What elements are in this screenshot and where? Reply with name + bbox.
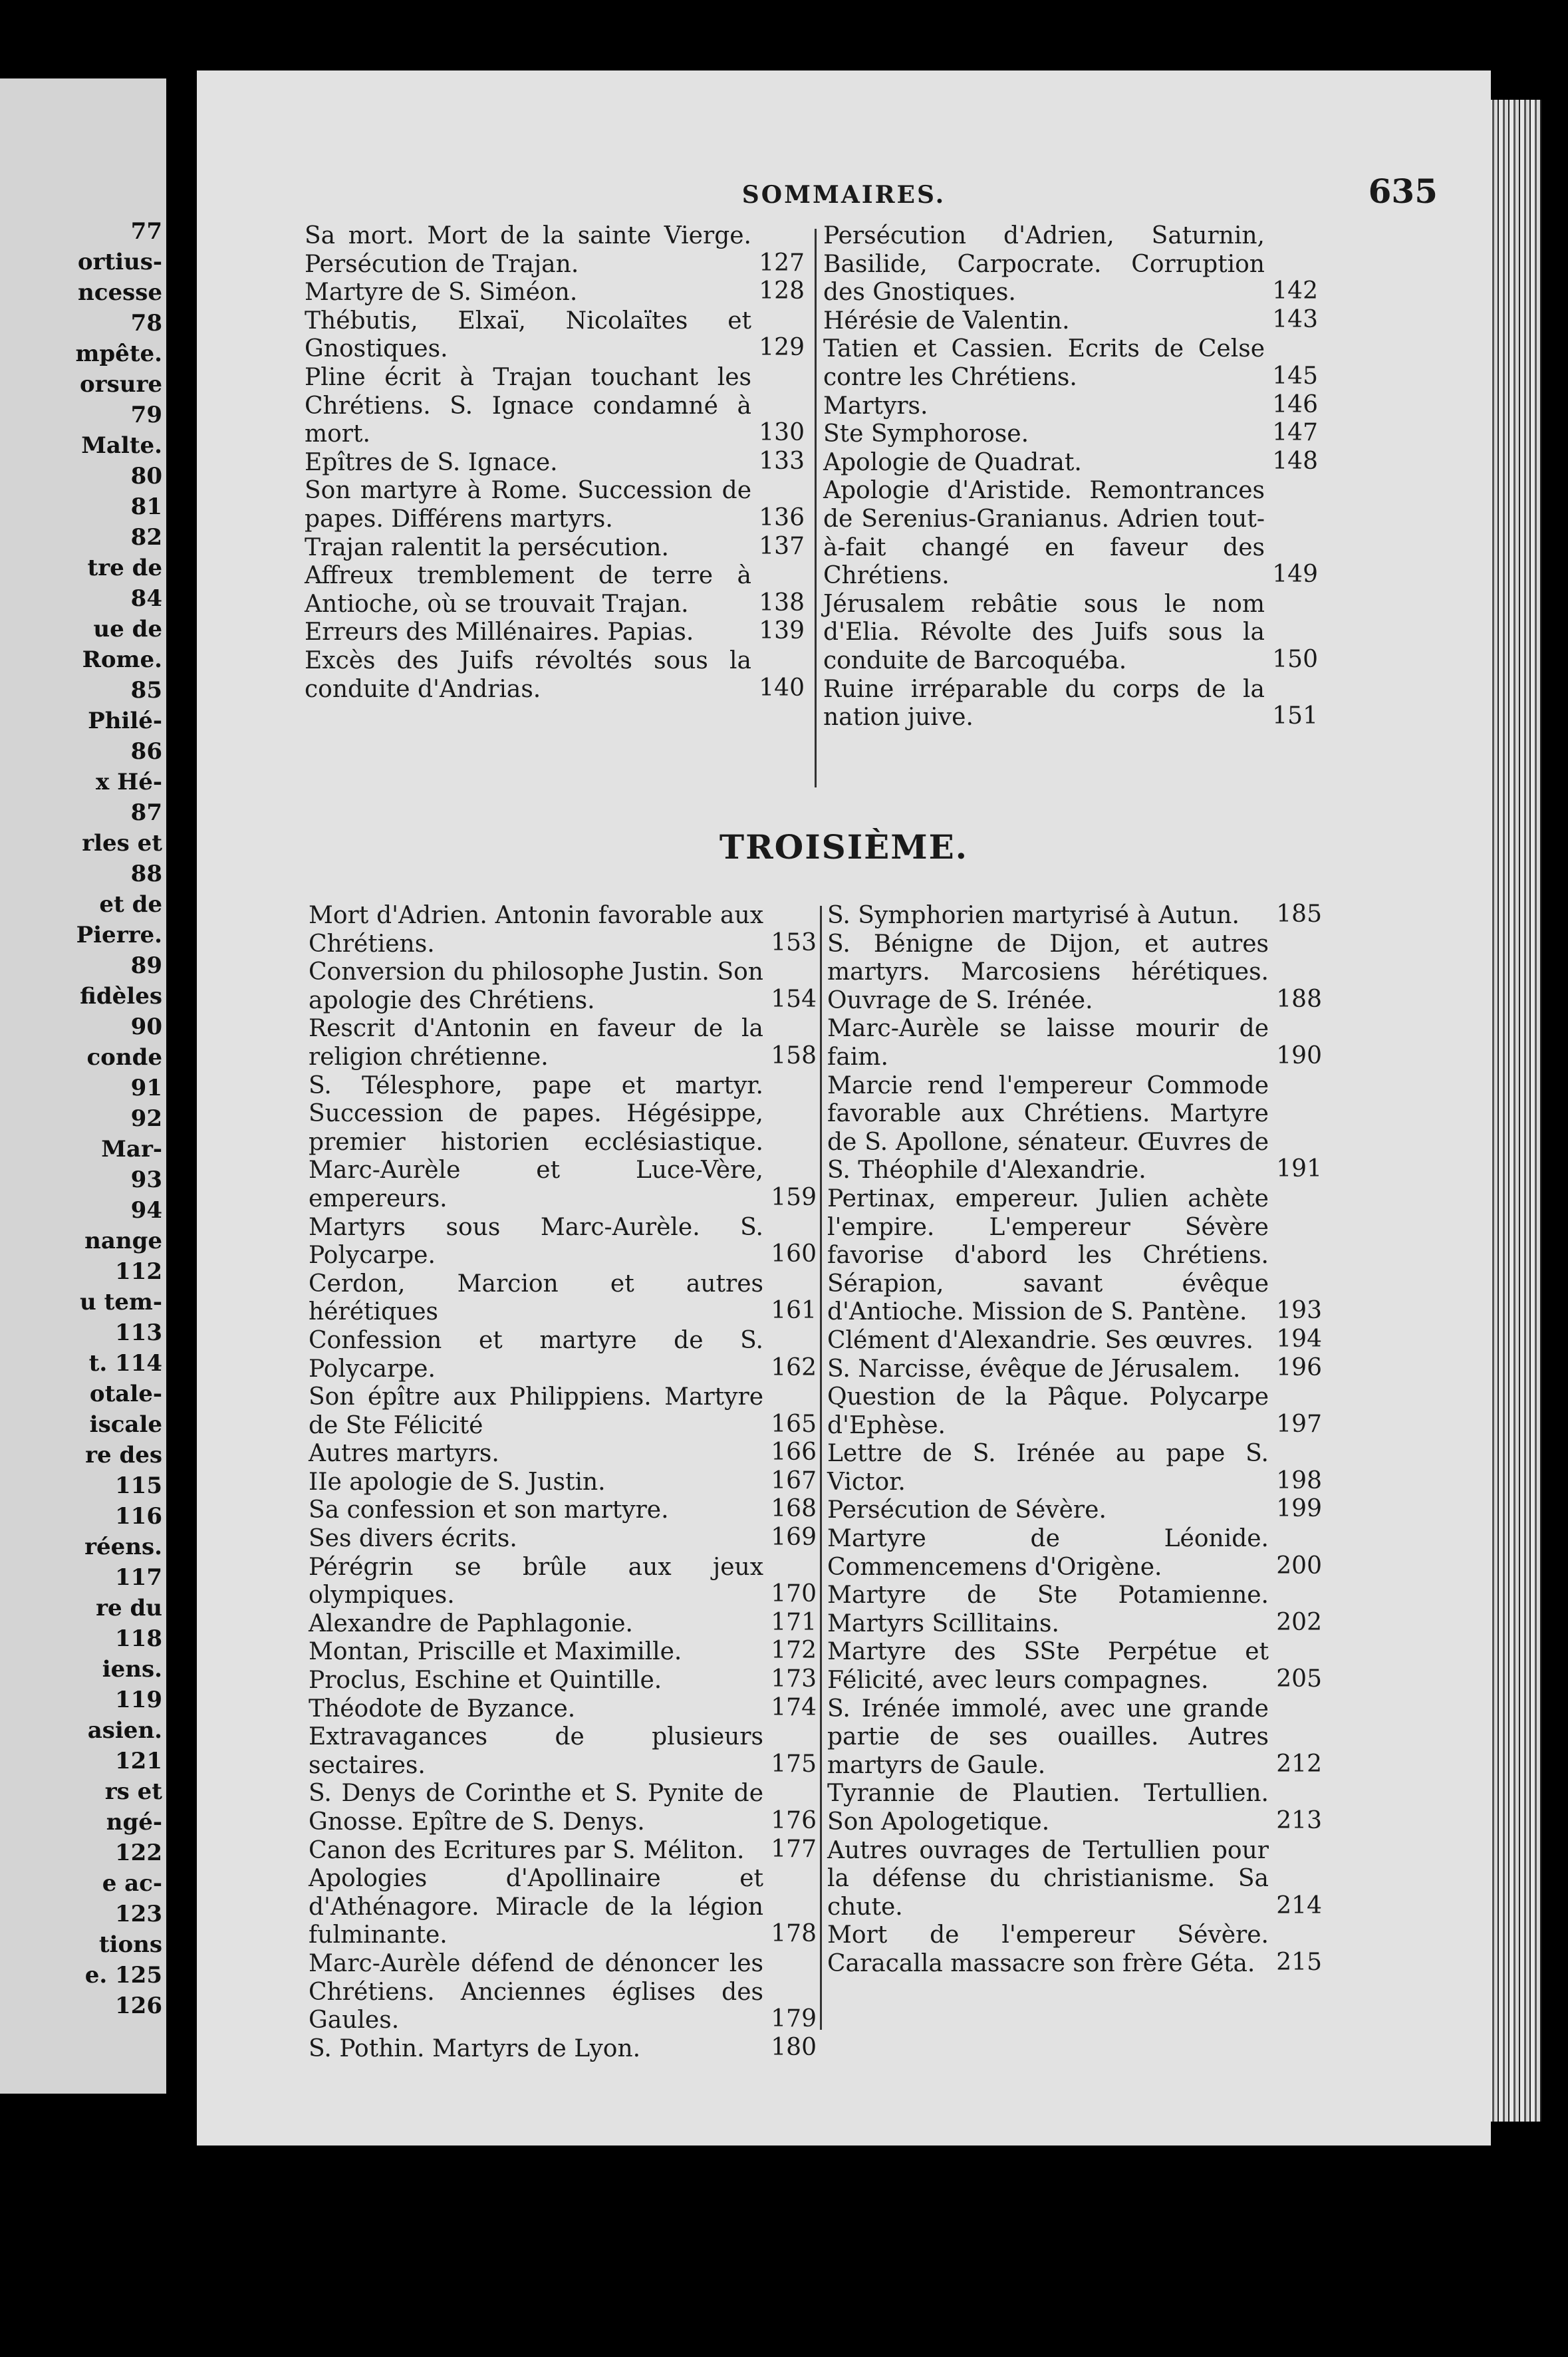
entry-text: S. Denys de Corinthe et S. Pynite de Gnosse. Epître de S. Denys. [309,1780,763,1836]
margin-fragment: 113 [115,1319,162,1346]
entry-page-number: 127 [759,249,805,277]
entry-text: Conversion du philosophe Justin. Son apologie des Chrétiens. [309,958,763,1014]
margin-fragment: 94 [130,1197,162,1224]
entry-text: S. Irénée immolé, avec une grande partie de ses ouailles. Autres martyrs de Gaule. [827,1695,1269,1779]
entry-page-number: 167 [771,1466,817,1494]
facing-page-fragment [0,78,166,2094]
entry-text: Sa confession et son martyre. [309,1496,669,1524]
entry-page-number: 193 [1276,1297,1322,1325]
entry-page-number: 171 [771,1608,817,1636]
summary-column-top-left [305,222,805,704]
entry-text: Pérégrin se brûle aux jeux olympiques. [309,1553,763,1609]
entry-text: S. Pothin. Martyrs de Lyon. [309,2034,641,2062]
entry-text: Tatien et Cassien. Ecrits de Celse contre les Chrétiens. [823,335,1265,391]
entry-page-number: 146 [1272,390,1318,418]
margin-fragment: 87 [130,799,162,826]
entry-page-number: 212 [1276,1750,1322,1778]
summary-entry [827,1496,1322,1525]
margin-fragment: t. 114 [88,1350,162,1377]
entry-text: S. Narcisse, évêque de Jérusalem. [827,1355,1241,1383]
summary-entry [309,1695,817,1724]
entry-text: Trajan ralentit la persécution. [305,533,669,561]
summary-entry [827,1440,1322,1496]
entry-page-number: 145 [1272,362,1318,390]
margin-fragment: 78 [130,310,162,337]
margin-fragment: rles et [82,830,162,857]
summary-column-bottom-right [827,902,1322,1979]
entry-page-number: 174 [771,1693,817,1721]
entry-text: Marcie rend l'empereur Commode favorable aux Chrétiens. Martyre de S. Apollone, sénateur. Œuvres de S. Théophile d'Alexandrie. [827,1071,1269,1184]
entry-page-number: 140 [759,674,805,702]
summary-entry [309,1496,817,1525]
entry-text: Martyrs sous Marc-Aurèle. S. Polycarpe. [309,1213,763,1270]
summary-entry [309,1072,817,1214]
entry-text: Question de la Pâque. Polycarpe d'Ephèse. [827,1383,1269,1439]
summary-entry [309,1554,817,1610]
summary-entry [305,279,805,307]
entry-text: Ste Symphorose. [823,420,1029,448]
summary-entry [823,307,1318,336]
entry-page-number: 172 [771,1637,817,1665]
summary-entry [305,307,805,364]
summary-entry [823,335,1318,392]
margin-fragment: rs et [104,1778,162,1805]
entry-page-number: 161 [771,1297,817,1325]
entry-text: Excès des Juifs révoltés sous la conduite d'Andrias. [305,646,751,703]
summary-entry [827,902,1322,930]
book-page-edges [1488,100,1541,2122]
page-number: 635 [1368,172,1438,211]
entry-text: Théodote de Byzance. [309,1695,576,1723]
entry-page-number: 159 [771,1183,817,1211]
entry-page-number: 213 [1276,1807,1322,1834]
summary-entry [309,1837,817,1866]
summary-entry [305,222,805,279]
entry-text: IIe apologie de S. Justin. [309,1468,606,1496]
entry-page-number: 142 [1272,277,1318,305]
entry-text: Marc-Aurèle défend de dénoncer les Chrétiens. Anciennes églises des Gaules. [309,1949,763,2034]
summary-entry [309,1327,817,1383]
entry-text: Apologie d'Aristide. Remontrances de Serenius-Granianus. Adrien tout-à-fait changé en faveur des Chrétiens. [823,477,1265,590]
entry-text: S. Bénigne de Dijon, et autres martyrs. Marcosiens hérétiques. Ouvrage de S. Irénée. [827,930,1269,1014]
margin-fragment: 88 [130,861,162,887]
summary-entry [827,1327,1322,1355]
summary-entry [309,1865,817,1950]
entry-text: Tyrannie de Plautien. Tertullien. Son Apologetique. [827,1780,1269,1836]
summary-entry [827,1185,1322,1327]
summary-entry [309,1638,817,1667]
entry-page-number: 180 [771,2033,817,2061]
margin-fragment: 126 [115,1993,162,2019]
entry-page-number: 165 [771,1410,817,1438]
entry-page-number: 202 [1276,1608,1322,1636]
summary-entry [827,1525,1322,1582]
entry-text: Ses divers écrits. [309,1525,517,1553]
margin-fragment: x Hé- [96,769,162,795]
entry-page-number: 168 [771,1495,817,1523]
entry-page-number: 178 [771,1920,817,1948]
entry-page-number: 154 [771,985,817,1013]
margin-fragment: tions [98,1931,162,1958]
summary-entry [305,534,805,563]
entry-text: Clément d'Alexandrie. Ses œuvres. [827,1326,1254,1354]
entry-text: Cerdon, Marcion et autres hérétiques [309,1270,763,1326]
entry-text: Extravagances de plusieurs sectaires. [309,1723,763,1779]
margin-fragment: e. 125 [84,1962,162,1989]
entry-page-number: 143 [1272,305,1318,333]
summary-entry [827,1582,1322,1638]
margin-fragment: 116 [115,1503,162,1530]
summary-entry [827,1383,1322,1440]
margin-fragment: Rome. [82,646,162,673]
entry-text: Mort de l'empereur Sévère. Caracalla massacre son frère Géta. [827,1921,1269,1977]
entry-page-number: 136 [759,503,805,531]
summary-entry [827,1638,1322,1695]
entry-page-number: 196 [1276,1353,1322,1381]
margin-fragment: otale- [89,1381,162,1407]
entry-page-number: 128 [759,277,805,305]
entry-page-number: 198 [1276,1466,1322,1494]
margin-fragment: 91 [130,1075,162,1101]
summary-entry [823,676,1318,732]
margin-fragment: fidèles [80,983,162,1010]
summary-entry [309,958,817,1015]
margin-fragment: iens. [102,1656,162,1683]
entry-text: Martyre de Ste Potamienne. Martyrs Scillitains. [827,1582,1269,1637]
entry-page-number: 158 [771,1041,817,1069]
entry-text: Jérusalem rebâtie sous le nom d'Elia. Révolte des Juifs sous la conduite de Barcoquéba. [823,590,1265,674]
entry-page-number: 169 [771,1524,817,1552]
margin-fragment: 77 [130,218,162,245]
entry-text: Hérésie de Valentin. [823,307,1070,335]
entry-text: Epîtres de S. Ignace. [305,448,558,476]
entry-page-number: 147 [1272,419,1318,447]
entry-text: Persécution d'Adrien, Saturnin, Basilide, Carpocrate. Corruption des Gnostiques. [823,222,1265,307]
entry-page-number: 150 [1272,645,1318,673]
margin-fragment: conde [86,1044,162,1071]
entry-text: Alexandre de Paphlagonie. [309,1609,634,1637]
margin-fragment: orsure [80,371,162,398]
entry-text: S. Télesphore, pape et martyr. Succession de papes. Hégésippe, premier historien ecclésiastique. Marc-Aurèle et Luce-Vère, empereurs. [309,1071,763,1212]
summary-entry [309,1525,817,1554]
entry-text: Sa mort. Mort de la sainte Vierge. Persécution de Trajan. [305,222,751,278]
margin-fragment: 90 [130,1014,162,1040]
entry-text: Autres martyrs. [309,1440,499,1468]
summary-entry [309,1214,817,1270]
entry-page-number: 139 [759,617,805,645]
summary-entry [309,1440,817,1468]
margin-fragment: Philé- [88,708,162,734]
entry-page-number: 148 [1272,447,1318,475]
margin-fragment: 80 [130,463,162,489]
margin-fragment: 82 [130,524,162,551]
margin-fragment: re des [85,1442,162,1468]
summary-entry [305,562,805,619]
entry-page-number: 129 [759,334,805,362]
summary-entry [823,392,1318,421]
margin-fragment: 79 [130,402,162,428]
entry-text: Apologies d'Apollinaire et d'Athénagore. Miracle de la légion fulminante. [309,1865,763,1949]
entry-page-number: 188 [1276,985,1322,1013]
entry-text: Pline écrit à Trajan touchant les Chrétiens. S. Ignace condamné à mort. [305,363,751,448]
entry-page-number: 151 [1272,702,1318,730]
summary-entry [823,449,1318,478]
margin-fragment: ortius- [77,249,162,275]
margin-fragment: e ac- [102,1870,162,1897]
column-divider [815,229,817,787]
entry-text: Martyre de S. Siméon. [305,279,578,307]
margin-fragment: tre de [87,555,162,581]
summary-entry [309,1950,817,2035]
entry-page-number: 194 [1276,1325,1322,1353]
entry-page-number: 153 [771,928,817,956]
margin-fragment: 86 [130,738,162,765]
margin-fragment: 118 [115,1625,162,1652]
summary-entry [309,1723,817,1780]
entry-page-number: 173 [771,1665,817,1693]
entry-text: Mort d'Adrien. Antonin favorable aux Chrétiens. [309,902,763,958]
entry-page-number: 166 [771,1439,817,1466]
entry-page-number: 185 [1276,901,1322,928]
summary-entry [827,930,1322,1016]
entry-text: Montan, Priscille et Maximille. [309,1638,682,1666]
entry-page-number: 175 [771,1750,817,1778]
book-page [197,70,1491,2146]
margin-fragment: u tem- [80,1289,162,1316]
summary-entry [309,1610,817,1639]
margin-fragment: 121 [115,1748,162,1774]
summary-entry [309,1270,817,1327]
entry-text: Martyrs. [823,392,928,420]
entry-text: Lettre de S. Irénée au pape S. Victor. [827,1440,1269,1496]
entry-page-number: 162 [771,1353,817,1381]
entry-text: Confession et martyre de S. Polycarpe. [309,1326,763,1383]
section-title: TROISIÈME. [719,827,969,867]
entry-text: Erreurs des Millénaires. Papias. [305,619,694,646]
entry-page-number: 205 [1276,1665,1322,1693]
entry-page-number: 214 [1276,1891,1322,1919]
entry-text: Proclus, Eschine et Quintille. [309,1667,662,1695]
margin-fragment: 117 [115,1564,162,1591]
margin-fragment: 85 [130,677,162,704]
summary-entry [309,1780,817,1836]
entry-text: Pertinax, empereur. Julien achète l'empire. L'empereur Sévère favorise d'abord les Chrétiens. Sérapion, savant évêque d'Antioche. Mission de S. Pantène. [827,1184,1269,1326]
entry-text: Canon des Ecritures par S. Méliton. [309,1836,745,1864]
summary-entry [827,1015,1322,1071]
summary-entry [823,591,1318,676]
margin-fragment: 81 [130,493,162,520]
running-header: SOMMAIRES. [741,181,946,209]
entry-page-number: 200 [1276,1552,1322,1580]
margin-fragment: Mar- [101,1136,162,1163]
margin-fragment: 112 [115,1258,162,1285]
summary-entry [827,1780,1322,1836]
entry-text: Autres ouvrages de Tertullien pour la défense du christianisme. Sa chute. [827,1836,1269,1921]
summary-entry [827,1695,1322,1780]
entry-page-number: 133 [759,447,805,475]
margin-fragment: Pierre. [76,922,162,948]
margin-fragment: 84 [130,585,162,612]
margin-fragment: nange [84,1228,162,1254]
entry-page-number: 179 [771,2005,817,2033]
summary-entry [309,1015,817,1071]
entry-text: Apologie de Quadrat. [823,448,1082,476]
summary-entry [823,222,1318,307]
margin-fragment: 115 [115,1472,162,1499]
entry-text: Thébutis, Elxaï, Nicolaïtes et Gnostiques. [305,307,751,363]
margin-fragment: ngé- [106,1809,162,1836]
entry-page-number: 177 [771,1835,817,1863]
entry-page-number: 199 [1276,1495,1322,1523]
column-divider [820,906,822,2030]
summary-entry [305,477,805,533]
margin-fragment: réens. [84,1534,162,1560]
entry-text: Martyre des SSte Perpétue et Félicité, avec leurs compagnes. [827,1638,1269,1695]
summary-entry [305,619,805,647]
margin-fragment: asien. [87,1717,162,1744]
entry-text: Affreux tremblement de terre à Antioche, où se trouvait Trajan. [305,562,751,618]
entry-text: Rescrit d'Antonin en faveur de la religion chrétienne. [309,1015,763,1071]
entry-text: Son épître aux Philippiens. Martyre de Ste Félicité [309,1383,763,1439]
entry-page-number: 215 [1276,1948,1322,1976]
entry-text: Marc-Aurèle se laisse mourir de faim. [827,1015,1269,1071]
entry-page-number: 170 [771,1580,817,1608]
margin-fragment: 93 [130,1167,162,1193]
summary-entry [823,477,1318,590]
margin-fragment: 89 [130,952,162,979]
margin-fragment: Malte. [81,432,162,459]
entry-text: S. Symphorien martyrisé à Autun. [827,902,1240,929]
summary-column-bottom-left [309,902,817,2063]
entry-text: Ruine irréparable du corps de la nation juive. [823,675,1265,732]
summary-entry [309,1468,817,1497]
summary-entry [823,420,1318,449]
entry-page-number: 197 [1276,1410,1322,1438]
margin-fragment: 119 [115,1687,162,1713]
margin-fragment: ue de [93,616,162,642]
summary-entry [309,1667,817,1695]
entry-page-number: 138 [759,589,805,617]
margin-fragment: 92 [130,1105,162,1132]
entry-page-number: 130 [759,419,805,447]
entry-page-number: 190 [1276,1041,1322,1069]
entry-page-number: 149 [1272,561,1318,589]
summary-entry [305,647,805,704]
entry-page-number: 160 [771,1240,817,1268]
summary-column-top-right [823,222,1318,732]
entry-text: Persécution de Sévère. [827,1496,1107,1524]
summary-entry [827,1355,1322,1384]
margin-fragment: 122 [115,1840,162,1866]
summary-entry [827,1921,1322,1978]
entry-text: Son martyre à Rome. Succession de papes. Différens martyrs. [305,477,751,533]
summary-entry [309,2035,817,2064]
summary-entry [827,1072,1322,1185]
summary-entry [305,449,805,478]
summary-entry [309,902,817,958]
entry-page-number: 176 [771,1807,817,1834]
margin-fragment: ncesse [78,279,162,306]
summary-entry [827,1837,1322,1922]
entry-text: Martyre de Léonide. Commencemens d'Origène. [827,1525,1269,1581]
margin-fragment: re du [96,1595,162,1621]
summary-entry [305,364,805,449]
margin-fragment: iscale [89,1411,162,1438]
summary-entry [309,1383,817,1440]
margin-fragment: et de [99,891,162,918]
entry-page-number: 137 [759,532,805,560]
entry-page-number: 191 [1276,1155,1322,1183]
margin-fragment: 123 [115,1901,162,1927]
margin-fragment: mpête. [75,341,162,367]
